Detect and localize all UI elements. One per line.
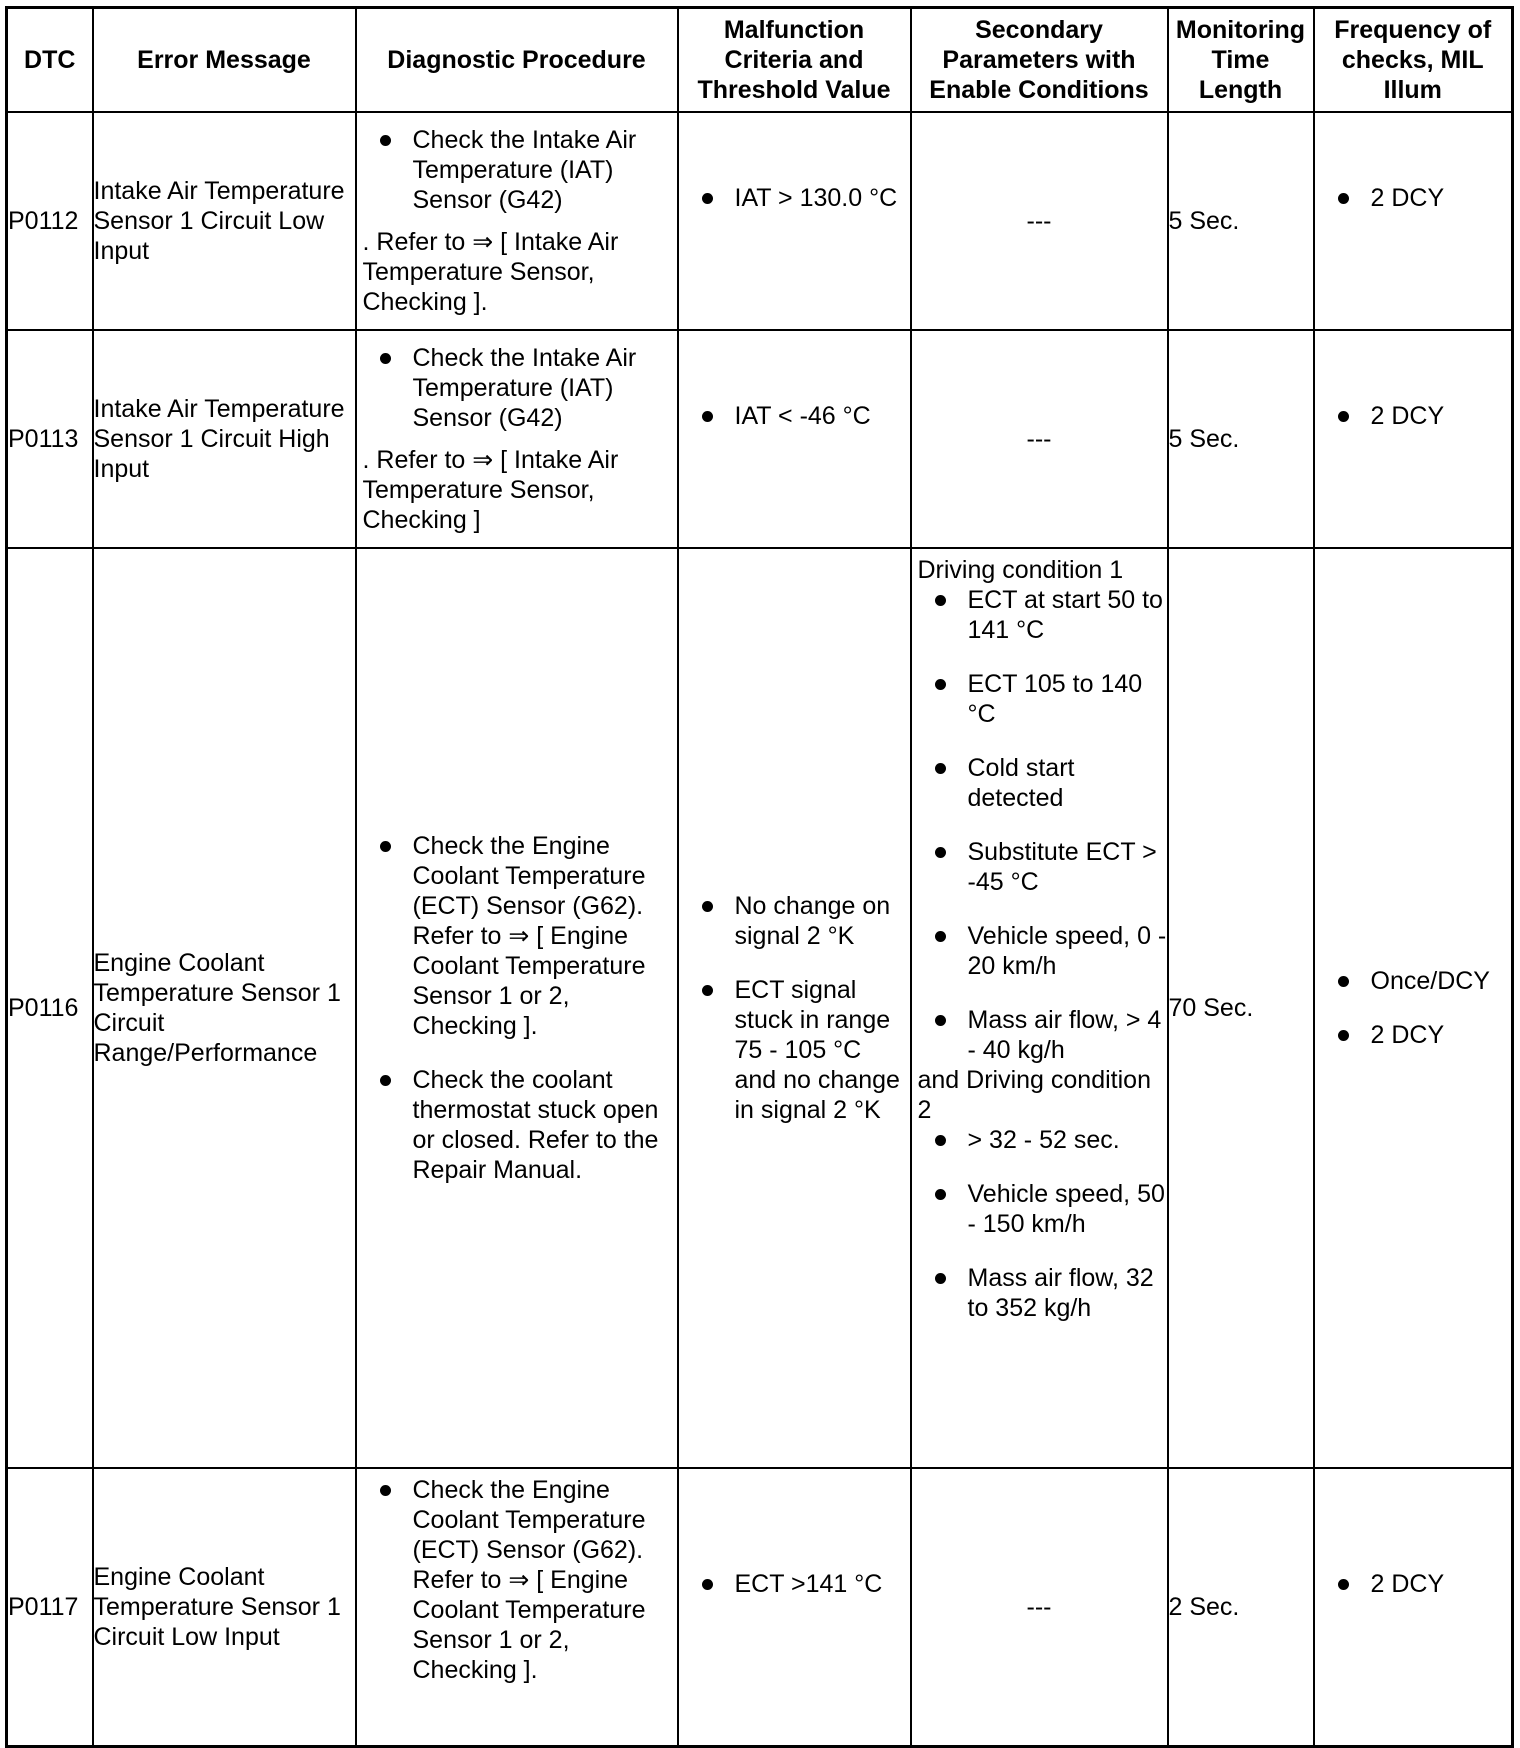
procedure-item: Check the Engine Coolant Temperature (ECT) Sensor (G62). Refer to ⇒ [ Engine Coolant Temperature Sensor 1 or 2, Checking ].: [357, 831, 677, 1041]
procedure-refer: . Refer to ⇒ [ Intake Air Temperature Sensor, Checking ]: [362, 446, 619, 534]
condition-item: ECT 105 to 140 °C: [912, 669, 1167, 729]
condition-item: Substitute ECT > -45 °C: [912, 837, 1167, 897]
frequency-list: [1315, 401, 1512, 431]
malfunction-criteria: [678, 112, 911, 330]
dtc-code: P0112: [7, 112, 93, 330]
table-row: [7, 330, 1513, 548]
condition-item: ECT at start 50 to 141 °C: [912, 585, 1167, 645]
frequency: [1314, 548, 1513, 1468]
criteria-item: IAT < -46 °C: [679, 401, 910, 431]
header-diagnostic-procedure: Diagnostic Procedure: [356, 8, 678, 113]
table-row: [7, 112, 1513, 330]
procedure-list: [357, 125, 677, 215]
malfunction-criteria: [678, 548, 911, 1468]
header-monitoring-time: Monitoring Time Length: [1168, 8, 1314, 113]
procedure-list: [357, 1475, 677, 1685]
dtc-code: P0117: [7, 1468, 93, 1746]
table-row: [7, 548, 1513, 1468]
header-dtc: DTC: [7, 8, 93, 113]
criteria-item: IAT > 130.0 °C: [679, 183, 910, 213]
frequency-item: 2 DCY: [1315, 1569, 1512, 1599]
procedure-item: Check the coolant thermostat stuck open or closed. Refer to the Repair Manual.: [357, 1065, 677, 1185]
frequency-item: Once/DCY: [1315, 966, 1512, 996]
frequency-list: [1315, 966, 1512, 1050]
procedure-refer: . Refer to ⇒ [ Intake Air Temperature Sensor, Checking ].: [362, 228, 619, 316]
condition-heading: Driving condition 1: [917, 556, 1124, 584]
frequency: [1314, 330, 1513, 548]
error-message: Intake Air Temperature Sensor 1 Circuit Low Input: [93, 112, 356, 330]
frequency-item: 2 DCY: [1315, 1020, 1512, 1050]
diagnostic-procedure: [356, 112, 678, 330]
criteria-item: No change on signal 2 °K: [679, 891, 910, 951]
condition-list: [912, 585, 1167, 1065]
frequency-list: [1315, 183, 1512, 213]
diagnostic-procedure: [356, 548, 678, 1468]
condition-item: Mass air flow, > 4 - 40 kg/h: [912, 1005, 1167, 1065]
procedure-item: Check the Engine Coolant Temperature (ECT) Sensor (G62). Refer to ⇒ [ Engine Coolant Temperature Sensor 1 or 2, Checking ].: [357, 1475, 677, 1685]
header-row: [7, 8, 1513, 113]
criteria-list: [679, 183, 910, 213]
condition-heading: and Driving condition 2: [917, 1066, 1151, 1124]
criteria-item: ECT >141 °C: [679, 1569, 910, 1599]
condition-item: Cold start detected: [912, 753, 1167, 813]
malfunction-criteria: [678, 330, 911, 548]
dtc-table-page: [5, 6, 1514, 1748]
procedure-list: [357, 831, 677, 1185]
monitoring-time: 5 Sec.: [1168, 330, 1314, 548]
dtc-code: P0116: [7, 548, 93, 1468]
secondary-parameters: ---: [911, 112, 1168, 330]
frequency: [1314, 112, 1513, 330]
condition-list: [912, 1125, 1167, 1323]
monitoring-time: 2 Sec.: [1168, 1468, 1314, 1746]
secondary-parameters: ---: [911, 330, 1168, 548]
criteria-item: ECT signal stuck in range 75 - 105 °C and no change in signal 2 °K: [679, 975, 910, 1125]
header-error-message: Error Message: [93, 8, 356, 113]
criteria-list: [679, 891, 910, 1125]
error-message: Engine Coolant Temperature Sensor 1 Circuit Range/Performance: [93, 548, 356, 1468]
dtc-code: P0113: [7, 330, 93, 548]
procedure-item: Check the Intake Air Temperature (IAT) Sensor (G42): [357, 125, 677, 215]
header-malfunction-criteria: Malfunction Criteria and Threshold Value: [678, 8, 911, 113]
malfunction-criteria: [678, 1468, 911, 1746]
diagnostic-procedure: [356, 330, 678, 548]
error-message: Engine Coolant Temperature Sensor 1 Circuit Low Input: [93, 1468, 356, 1746]
criteria-list: [679, 401, 910, 431]
dtc-table: [5, 6, 1514, 1748]
table-row: [7, 1468, 1513, 1746]
diagnostic-procedure: [356, 1468, 678, 1746]
frequency-list: [1315, 1569, 1512, 1599]
monitoring-time: 70 Sec.: [1168, 548, 1314, 1468]
error-message: Intake Air Temperature Sensor 1 Circuit High Input: [93, 330, 356, 548]
condition-item: Vehicle speed, 50 - 150 km/h: [912, 1179, 1167, 1239]
header-secondary-parameters: Secondary Parameters with Enable Conditions: [911, 8, 1168, 113]
condition-item: > 32 - 52 sec.: [912, 1125, 1167, 1155]
procedure-list: [357, 343, 677, 433]
condition-item: Mass air flow, 32 to 352 kg/h: [912, 1263, 1167, 1323]
frequency: [1314, 1468, 1513, 1746]
frequency-item: 2 DCY: [1315, 183, 1512, 213]
secondary-parameters: [911, 548, 1168, 1468]
secondary-parameters: ---: [911, 1468, 1168, 1746]
condition-item: Vehicle speed, 0 - 20 km/h: [912, 921, 1167, 981]
header-frequency: Frequency of checks, MIL Illum: [1314, 8, 1513, 113]
procedure-item: Check the Intake Air Temperature (IAT) Sensor (G42): [357, 343, 677, 433]
frequency-item: 2 DCY: [1315, 401, 1512, 431]
monitoring-time: 5 Sec.: [1168, 112, 1314, 330]
criteria-list: [679, 1569, 910, 1599]
